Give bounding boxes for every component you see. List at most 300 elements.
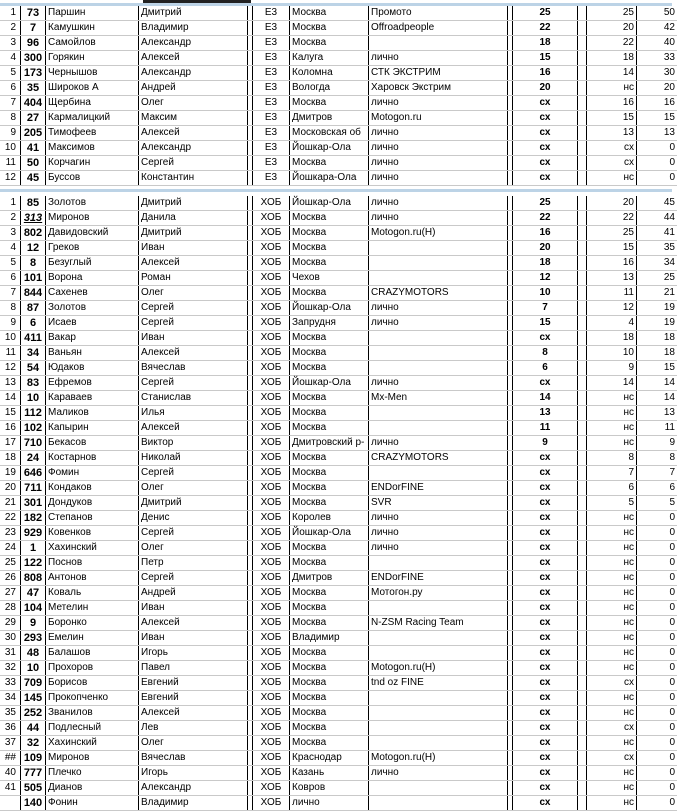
spacer-cell [578, 96, 587, 111]
position-cell: 2 [0, 21, 21, 36]
last-name-cell: Хахинский [46, 541, 139, 556]
class-cell: ХОБ [253, 286, 290, 301]
first-name-cell: Игорь [139, 766, 248, 781]
first-name-cell: Вячеслав [139, 751, 248, 766]
team-cell: Харовск Экстрим [369, 81, 508, 96]
team-cell [369, 706, 508, 721]
stage1-score-cell: сх [513, 526, 578, 541]
spacer-cell [578, 586, 587, 601]
stage1-score-cell: сх [513, 796, 578, 811]
class-cell: ХОБ [253, 601, 290, 616]
first-name-cell: Олег [139, 736, 248, 751]
total-score-cell: 21 [637, 286, 677, 301]
stage2-score-cell: 10 [587, 346, 637, 361]
spacer-cell [578, 661, 587, 676]
first-name-cell: Константин [139, 171, 248, 186]
first-name-cell: Андрей [139, 81, 248, 96]
total-score-cell: 0 [637, 556, 677, 571]
total-score-cell: 0 [637, 571, 677, 586]
class-cell: ХОБ [253, 241, 290, 256]
stage2-score-cell: сх [587, 141, 637, 156]
team-cell: лично [369, 376, 508, 391]
team-cell [369, 646, 508, 661]
spacer-cell [578, 141, 587, 156]
stage1-score-cell: сх [513, 616, 578, 631]
city-cell: Дмитров [290, 571, 369, 586]
team-cell: лично [369, 316, 508, 331]
position-cell: 41 [0, 781, 21, 796]
racer-number-cell: 182 [21, 511, 46, 526]
spacer-cell [578, 511, 587, 526]
total-score-cell: 0 [637, 721, 677, 736]
city-cell: Йошкар-Ола [290, 196, 369, 211]
racer-number-cell: 140 [21, 796, 46, 811]
racer-number-cell: 293 [21, 631, 46, 646]
first-name-cell: Станислав [139, 391, 248, 406]
stage2-score-cell: нс [587, 81, 637, 96]
class-cell: Е3 [253, 6, 290, 21]
spacer-cell [578, 406, 587, 421]
table-row [0, 376, 677, 391]
class-cell: Е3 [253, 156, 290, 171]
stage1-score-cell: 25 [513, 6, 578, 21]
total-score-cell: 18 [637, 331, 677, 346]
total-score-cell: 25 [637, 271, 677, 286]
class-cell: Е3 [253, 96, 290, 111]
city-cell: Йошкар-Ола [290, 526, 369, 541]
last-name-cell: Миронов [46, 211, 139, 226]
total-score-cell: 13 [637, 126, 677, 141]
spacer-cell [578, 631, 587, 646]
position-cell: 25 [0, 556, 21, 571]
class-cell: ХОБ [253, 706, 290, 721]
racer-number-cell: 34 [21, 346, 46, 361]
table-row [0, 646, 677, 661]
first-name-cell: Иван [139, 331, 248, 346]
position-cell: 8 [0, 111, 21, 126]
total-score-cell: 44 [637, 211, 677, 226]
class-cell: ХОБ [253, 301, 290, 316]
total-score-cell: 19 [637, 301, 677, 316]
spacer-cell [578, 391, 587, 406]
last-name-cell: Сахенев [46, 286, 139, 301]
class-cell: ХОБ [253, 496, 290, 511]
racer-number-cell: 300 [21, 51, 46, 66]
position-cell: 18 [0, 451, 21, 466]
stage1-score-cell: 22 [513, 21, 578, 36]
stage1-score-cell: сх [513, 376, 578, 391]
first-name-cell: Олег [139, 541, 248, 556]
class-cell: Е3 [253, 51, 290, 66]
class-cell: ХОБ [253, 361, 290, 376]
position-cell: 40 [0, 766, 21, 781]
class-cell: ХОБ [253, 736, 290, 751]
position-cell: 7 [0, 96, 21, 111]
last-name-cell: Буссов [46, 171, 139, 186]
first-name-cell: Алексей [139, 256, 248, 271]
racer-number-cell: 709 [21, 676, 46, 691]
table-row [0, 721, 677, 736]
stage1-score-cell: сх [513, 691, 578, 706]
class-cell: Е3 [253, 111, 290, 126]
table-row [0, 541, 677, 556]
last-name-cell: Кармалицкий [46, 111, 139, 126]
team-cell [369, 721, 508, 736]
city-cell: Москва [290, 661, 369, 676]
last-name-cell: Миронов [46, 751, 139, 766]
last-name-cell: Прокопченко [46, 691, 139, 706]
spacer-cell [578, 36, 587, 51]
last-name-cell: Ворона [46, 271, 139, 286]
table-row [0, 51, 677, 66]
table-row [0, 316, 677, 331]
first-name-cell: Иван [139, 601, 248, 616]
stage2-score-cell: нс [587, 646, 637, 661]
position-cell: 7 [0, 286, 21, 301]
spacer-cell [578, 211, 587, 226]
first-name-cell: Олег [139, 96, 248, 111]
class-cell: ХОБ [253, 196, 290, 211]
stage1-score-cell: сх [513, 156, 578, 171]
spacer-cell [578, 601, 587, 616]
class-cell: Е3 [253, 141, 290, 156]
spacer-cell [578, 421, 587, 436]
last-name-cell: Камушкин [46, 21, 139, 36]
stage2-score-cell: нс [587, 601, 637, 616]
class-cell: ХОБ [253, 436, 290, 451]
position-cell: 21 [0, 496, 21, 511]
position-cell: 5 [0, 256, 21, 271]
class-cell: ХОБ [253, 556, 290, 571]
racer-number-cell: 50 [21, 156, 46, 171]
total-score-cell: 30 [637, 66, 677, 81]
spacer-cell [578, 286, 587, 301]
stage1-score-cell: 20 [513, 81, 578, 96]
stage1-score-cell: 7 [513, 301, 578, 316]
first-name-cell: Александр [139, 141, 248, 156]
total-score-cell: 0 [637, 706, 677, 721]
table-row [0, 481, 677, 496]
spacer-cell [578, 451, 587, 466]
racer-number-cell: 24 [21, 451, 46, 466]
table-row [0, 556, 677, 571]
stage1-score-cell: сх [513, 171, 578, 186]
stage2-score-cell: сх [587, 721, 637, 736]
stage2-score-cell: нс [587, 391, 637, 406]
spacer-cell [578, 171, 587, 186]
last-name-cell: Греков [46, 241, 139, 256]
team-cell [369, 601, 508, 616]
first-name-cell: Виктор [139, 436, 248, 451]
first-name-cell: Алексей [139, 616, 248, 631]
team-cell: Motogon.ru(Н) [369, 661, 508, 676]
first-name-cell: Сергей [139, 376, 248, 391]
first-name-cell: Сергей [139, 526, 248, 541]
table-row [0, 331, 677, 346]
stage1-score-cell: сх [513, 736, 578, 751]
first-name-cell: Евгений [139, 676, 248, 691]
position-cell: 35 [0, 706, 21, 721]
racer-number-cell: 301 [21, 496, 46, 511]
first-name-cell: Вячеслав [139, 361, 248, 376]
total-score-cell: 35 [637, 241, 677, 256]
team-cell: Offroadpeople [369, 21, 508, 36]
total-score-cell: 50 [637, 6, 677, 21]
position-cell: 9 [0, 316, 21, 331]
total-score-cell: 19 [637, 316, 677, 331]
spacer-cell [578, 526, 587, 541]
stage2-score-cell: нс [587, 616, 637, 631]
position-cell: 31 [0, 646, 21, 661]
city-cell: Калуга [290, 51, 369, 66]
position-cell: 1 [0, 6, 21, 21]
first-name-cell: Павел [139, 661, 248, 676]
team-cell: Motogon.ru(Н) [369, 751, 508, 766]
spacer-cell [578, 361, 587, 376]
last-name-cell: Костарнов [46, 451, 139, 466]
class-cell: Е3 [253, 171, 290, 186]
table-row [0, 451, 677, 466]
total-score-cell: 15 [637, 361, 677, 376]
stage2-score-cell: сх [587, 676, 637, 691]
position-cell: 32 [0, 661, 21, 676]
city-cell: Москва [290, 36, 369, 51]
class-cell: ХОБ [253, 796, 290, 811]
total-score-cell: 40 [637, 36, 677, 51]
spacer-cell [578, 571, 587, 586]
table-row [0, 421, 677, 436]
last-name-cell: Борисов [46, 676, 139, 691]
table-e3 [0, 6, 677, 186]
position-cell: 5 [0, 66, 21, 81]
last-name-cell: Боронко [46, 616, 139, 631]
table-row [0, 156, 677, 171]
total-score-cell: 0 [637, 601, 677, 616]
stage1-score-cell: сх [513, 481, 578, 496]
spacer-cell [578, 331, 587, 346]
table-row [0, 631, 677, 646]
spacer-cell [578, 6, 587, 21]
stage2-score-cell: 7 [587, 466, 637, 481]
team-cell: N-ZSM Racing Team [369, 616, 508, 631]
table-row [0, 171, 677, 186]
table-row [0, 571, 677, 586]
first-name-cell: Сергей [139, 301, 248, 316]
class-cell: ХОБ [253, 226, 290, 241]
last-name-cell: Юдаков [46, 361, 139, 376]
table-row [0, 286, 677, 301]
spacer-cell [578, 156, 587, 171]
city-cell: Дмитров [290, 111, 369, 126]
team-cell: лично [369, 141, 508, 156]
class-cell: ХОБ [253, 616, 290, 631]
last-name-cell: Плечко [46, 766, 139, 781]
team-cell: Motogon.ru(Н) [369, 226, 508, 241]
class-cell: ХОБ [253, 391, 290, 406]
stage1-score-cell: сх [513, 141, 578, 156]
team-cell: Мотогон.ру [369, 586, 508, 601]
racer-number-cell: 102 [21, 421, 46, 436]
team-cell: Motogon.ru [369, 111, 508, 126]
racer-number-cell: 54 [21, 361, 46, 376]
stage2-score-cell: сх [587, 751, 637, 766]
class-cell: ХОБ [253, 526, 290, 541]
spacer-cell [578, 271, 587, 286]
racer-number-cell: 27 [21, 111, 46, 126]
spacer-cell [578, 51, 587, 66]
racer-number-cell: 145 [21, 691, 46, 706]
stage1-score-cell: сх [513, 466, 578, 481]
racer-number-cell: 1 [21, 541, 46, 556]
racer-number-cell: 48 [21, 646, 46, 661]
city-cell: Москва [290, 466, 369, 481]
spacer-cell [578, 616, 587, 631]
stage2-score-cell: нс [587, 586, 637, 601]
stage2-score-cell: нс [587, 796, 637, 811]
stage2-score-cell: 20 [587, 21, 637, 36]
first-name-cell: Сергей [139, 156, 248, 171]
racer-number-cell: 252 [21, 706, 46, 721]
first-name-cell: Дмитрий [139, 496, 248, 511]
position-cell: 11 [0, 346, 21, 361]
total-score-cell: 45 [637, 196, 677, 211]
position-cell: 4 [0, 51, 21, 66]
spacer-cell [578, 256, 587, 271]
first-name-cell: Роман [139, 271, 248, 286]
table-row [0, 586, 677, 601]
team-cell [369, 736, 508, 751]
spacer-cell [578, 81, 587, 96]
last-name-cell: Максимов [46, 141, 139, 156]
last-name-cell: Дондуков [46, 496, 139, 511]
table-hob [0, 196, 677, 811]
city-cell: Йошкара-Ола [290, 171, 369, 186]
first-name-cell: Андрей [139, 586, 248, 601]
table-row [0, 601, 677, 616]
stage2-score-cell: 11 [587, 286, 637, 301]
first-name-cell: Денис [139, 511, 248, 526]
stage2-score-cell: 20 [587, 196, 637, 211]
position-cell: 20 [0, 481, 21, 496]
stage1-score-cell: 11 [513, 421, 578, 436]
team-cell: Mx-Men [369, 391, 508, 406]
position-cell: 10 [0, 331, 21, 346]
racer-number-cell: 10 [21, 661, 46, 676]
team-cell: ENDorFINE [369, 571, 508, 586]
position-cell: 6 [0, 81, 21, 96]
racer-number-cell: 6 [21, 316, 46, 331]
first-name-cell: Алексей [139, 346, 248, 361]
spacer-cell [578, 676, 587, 691]
total-score-cell: 6 [637, 481, 677, 496]
total-score-cell: 0 [637, 171, 677, 186]
stage2-score-cell: нс [587, 631, 637, 646]
first-name-cell: Владимир [139, 21, 248, 36]
table-row [0, 751, 677, 766]
first-name-cell: Олег [139, 481, 248, 496]
team-cell: CRAZYMOTORS [369, 451, 508, 466]
city-cell: Москва [290, 676, 369, 691]
stage2-score-cell: 18 [587, 51, 637, 66]
last-name-cell: Фомин [46, 466, 139, 481]
team-cell [369, 421, 508, 436]
stage1-score-cell: сх [513, 751, 578, 766]
team-cell: SVR [369, 496, 508, 511]
spacer-cell [578, 466, 587, 481]
stage2-score-cell: нс [587, 406, 637, 421]
spacer-cell [578, 796, 587, 811]
position-cell: 28 [0, 601, 21, 616]
table-row [0, 111, 677, 126]
stage1-score-cell: сх [513, 541, 578, 556]
team-cell [369, 691, 508, 706]
table-row [0, 141, 677, 156]
class-cell: ХОБ [253, 676, 290, 691]
stage1-score-cell: 16 [513, 226, 578, 241]
racer-number-cell: 85 [21, 196, 46, 211]
stage1-score-cell: сх [513, 571, 578, 586]
last-name-cell: Кондаков [46, 481, 139, 496]
stage1-score-cell: 18 [513, 36, 578, 51]
last-name-cell: Степанов [46, 511, 139, 526]
city-cell: Москва [290, 721, 369, 736]
team-cell: лично [369, 436, 508, 451]
last-name-cell: Ваньян [46, 346, 139, 361]
team-cell [369, 406, 508, 421]
stage1-score-cell: 13 [513, 406, 578, 421]
team-cell: лично [369, 96, 508, 111]
spacer-cell [578, 66, 587, 81]
stage2-score-cell: нс [587, 691, 637, 706]
total-score-cell: 0 [637, 586, 677, 601]
city-cell: Москва [290, 96, 369, 111]
stage2-score-cell: 13 [587, 271, 637, 286]
stage1-score-cell: 15 [513, 316, 578, 331]
class-cell: ХОБ [253, 451, 290, 466]
total-score-cell: 41 [637, 226, 677, 241]
last-name-cell: Маликов [46, 406, 139, 421]
table-row [0, 661, 677, 676]
last-name-cell: Бекасов [46, 436, 139, 451]
stage2-score-cell: 25 [587, 6, 637, 21]
class-cell: Е3 [253, 36, 290, 51]
stage2-score-cell: 16 [587, 96, 637, 111]
team-cell: Промото [369, 6, 508, 21]
position-cell: 23 [0, 526, 21, 541]
last-name-cell: Вакар [46, 331, 139, 346]
stage1-score-cell: 8 [513, 346, 578, 361]
table-row [0, 96, 677, 111]
total-score-cell: 0 [637, 616, 677, 631]
class-cell: ХОБ [253, 721, 290, 736]
first-name-cell: Максим [139, 111, 248, 126]
stage2-score-cell: 4 [587, 316, 637, 331]
stage1-score-cell: сх [513, 496, 578, 511]
stage1-score-cell: сх [513, 676, 578, 691]
position-cell: 29 [0, 616, 21, 631]
stage2-score-cell: 22 [587, 211, 637, 226]
racer-number-cell: 32 [21, 736, 46, 751]
class-cell: Е3 [253, 21, 290, 36]
table-row [0, 301, 677, 316]
last-name-cell: Поснов [46, 556, 139, 571]
spacer-cell [578, 126, 587, 141]
last-name-cell: Ковенков [46, 526, 139, 541]
position-cell: 34 [0, 691, 21, 706]
stage1-score-cell: сх [513, 96, 578, 111]
total-score-cell: 0 [637, 781, 677, 796]
racer-number-cell: 505 [21, 781, 46, 796]
